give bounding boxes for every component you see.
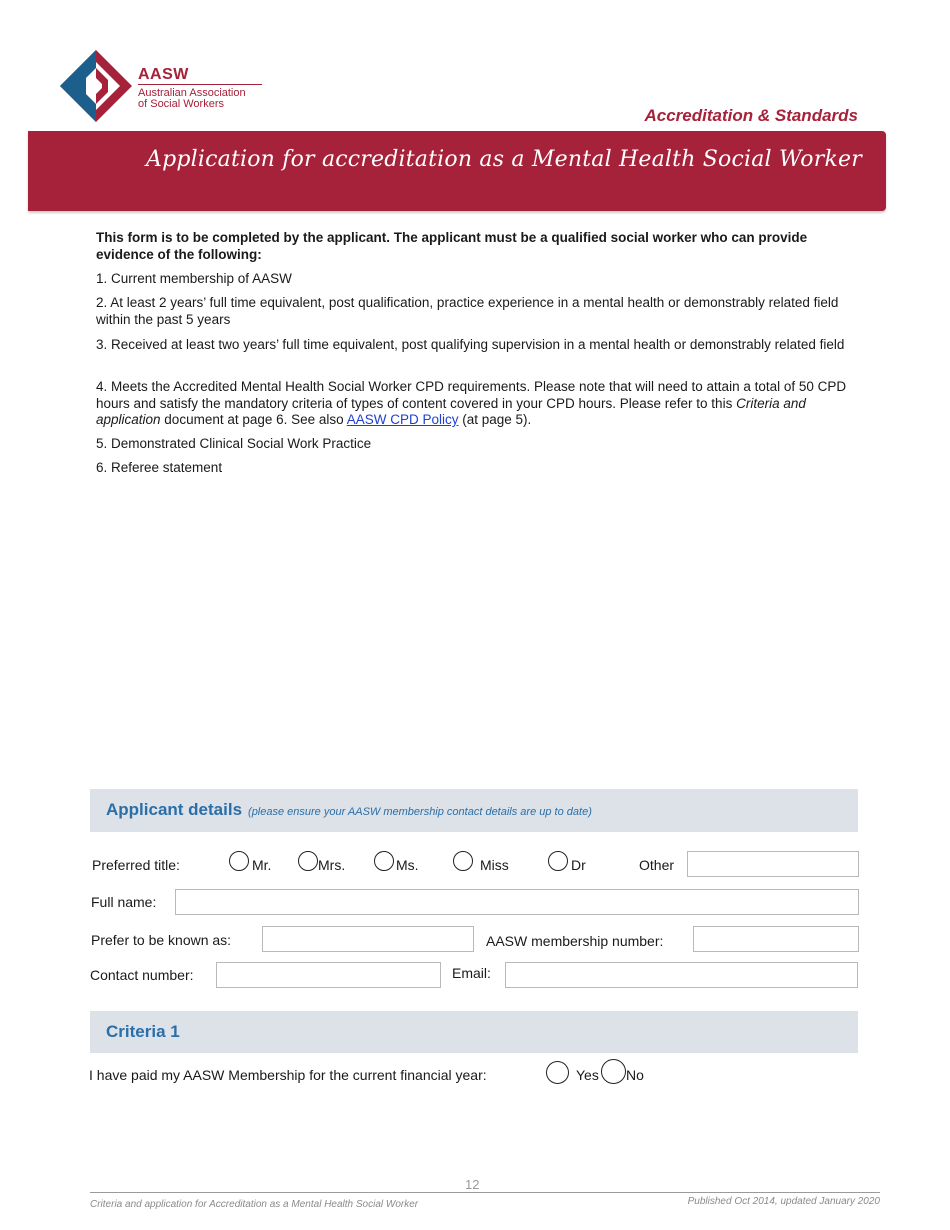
title-other-input[interactable] [687, 851, 859, 877]
logo-subtitle-line2: of Social Workers [138, 98, 224, 110]
logo-subtitle [138, 88, 246, 110]
title-mr-radio[interactable] [229, 851, 249, 871]
requirement-item: 6. Referee statement [96, 460, 223, 475]
logo-divider [138, 84, 262, 85]
footer-published-date: Published Oct 2014, updated January 2020 [687, 1196, 880, 1207]
title-dr-label: Dr [571, 857, 586, 873]
requirement-item: 3. Received at least two years’ full time equivalent, post qualifying supervision in a mental health or demonstrably related field [96, 337, 845, 352]
requirement-item: 5. Demonstrated Clinical Social Work Practice [96, 436, 372, 451]
intro-text: This form is to be completed by the applicant. The applicant must be a qualified social worker who can provide evidence of the following: [96, 230, 808, 262]
footer-divider [90, 1192, 880, 1193]
page-title: Application for accreditation as a Mental Health Social Worker [146, 147, 862, 172]
title-dr-radio[interactable] [548, 851, 568, 871]
cpd-policy-link[interactable]: AASW CPD Policy [346, 412, 459, 427]
email-label: Email: [452, 965, 491, 981]
logo-name: AASW [138, 66, 189, 83]
email-input[interactable] [505, 962, 858, 988]
criteria-1-header [90, 1011, 858, 1053]
req4-text-2: document at page 6. See also [160, 412, 347, 427]
footer-document-title: Criteria and application for Accreditation as a Mental Health Social Worker [90, 1199, 419, 1210]
title-mrs-label: Mrs. [318, 857, 346, 873]
preferred-title-label: Preferred title: [92, 857, 180, 873]
req4-text: 4. Meets the Accredited Mental Health Social Worker CPD requirements. Please note that will need to attain a total of 50 CPD hours and satisfy the mandatory criteria of types of content covered in your CPD hours. Please refer to this [96, 379, 847, 411]
known-as-input[interactable] [262, 926, 474, 952]
section-label: Accreditation & Standards [644, 106, 858, 125]
membership-paid-yes-label: Yes [576, 1067, 599, 1083]
req4-italic: Criteria and application [96, 395, 806, 427]
membership-number-input[interactable] [693, 926, 859, 952]
applicant-details-header [90, 789, 858, 832]
title-ms-label: Ms. [396, 857, 419, 873]
membership-paid-no-radio[interactable] [601, 1059, 626, 1084]
title-other-label: Other [639, 857, 675, 873]
title-mrs-radio[interactable] [298, 851, 318, 871]
req4-text-3: (at page 5). [458, 412, 532, 427]
membership-number-label: AASW membership number: [486, 933, 664, 949]
full-name-input[interactable] [175, 889, 859, 915]
title-ms-radio[interactable] [374, 851, 394, 871]
known-as-label: Prefer to be known as: [91, 932, 232, 948]
criteria-1-title: Criteria 1 [106, 1022, 180, 1041]
contact-number-label: Contact number: [90, 967, 194, 983]
membership-paid-yes-radio[interactable] [546, 1061, 569, 1084]
requirement-item: 1. Current membership of AASW [96, 271, 292, 286]
requirement-item-4 [96, 379, 866, 429]
title-mr-label: Mr. [252, 857, 272, 873]
membership-paid-no-label: No [626, 1067, 644, 1083]
applicant-details-title: Applicant details [106, 800, 243, 819]
aasw-logo-icon [56, 48, 136, 122]
page-number: 12 [465, 1177, 480, 1192]
applicant-details-subtitle: (please ensure your AASW membership contact details are up to date) [248, 806, 592, 818]
title-miss-radio[interactable] [453, 851, 473, 871]
requirement-item: 2. At least 2 years’ full time equivalent, post qualification, practice experience in a mental health or demonstrably related field within the past 5 years [96, 295, 839, 327]
title-miss-label: Miss [480, 857, 509, 873]
contact-number-input[interactable] [216, 962, 441, 988]
membership-paid-question: I have paid my AASW Membership for the current financial year: [89, 1067, 487, 1083]
logo-subtitle-line1: Australian Association [138, 87, 246, 99]
full-name-label: Full name: [91, 894, 157, 910]
